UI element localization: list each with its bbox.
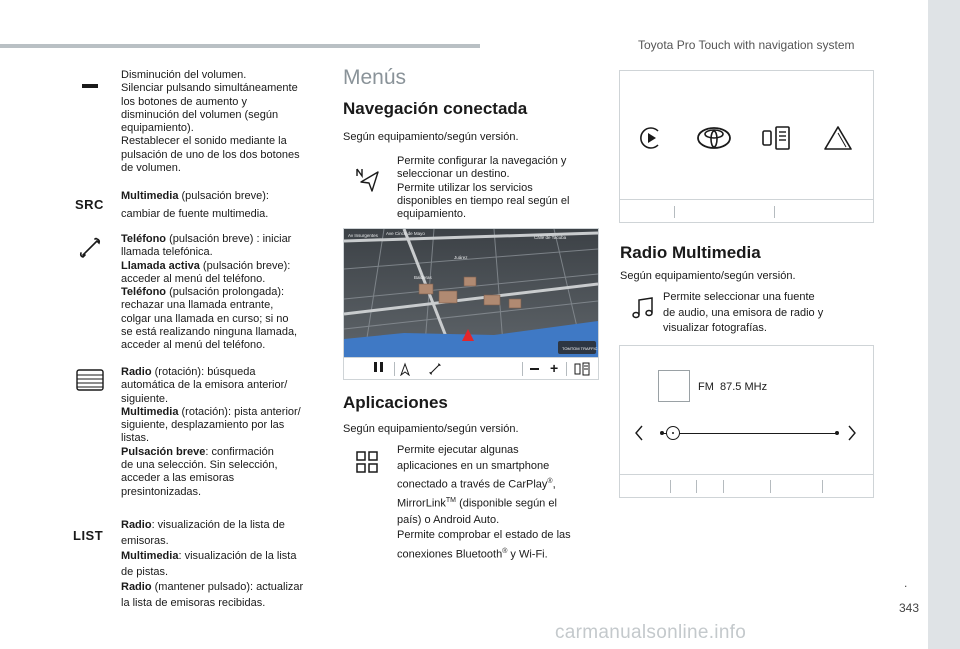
map-street-label: Juárez [454,255,468,260]
phone-icon[interactable] [429,363,441,375]
android-auto-icon[interactable] [823,125,853,151]
divider [566,362,567,376]
map-settings-icon[interactable] [574,362,590,376]
page-number: 343 [899,601,920,615]
divider [822,480,823,493]
divider [674,206,675,218]
radio-band-frequency [698,381,767,393]
navigation-arrow-icon [356,168,380,192]
chevron-left-icon[interactable] [634,424,644,442]
north-arrow-icon[interactable] [400,362,410,376]
navigation-screen [343,228,599,380]
navigation-toolbar [344,357,598,379]
radio-screen-toolbar [620,474,873,497]
apps-screen-toolbar [620,199,873,222]
radio-subtitle: Según equipamiento/según versión. [620,270,796,282]
page-edge-strip [928,0,960,649]
nav-subtitle: Según equipamiento/según versión. [343,131,519,143]
apps-section-title: Aplicaciones [343,393,448,412]
tuning-slider-start [660,431,664,435]
mirrorlink-icon[interactable] [760,125,792,151]
radio-screen [619,345,874,498]
traffic-badge: TOMTOM TRAFFIC [562,346,598,351]
checkered-flag-icon[interactable] [374,362,385,372]
divider [670,480,671,493]
toyota-logo-icon [696,126,732,150]
tuning-slider-end [835,431,839,435]
zoom-out-icon[interactable] [530,368,539,370]
divider [723,480,724,493]
map-street-label: Calle de Tacuba [534,235,567,240]
navigation-map [344,229,598,357]
tuning-slider-handle[interactable] [666,426,680,440]
apps-screen [619,70,874,223]
apps-subtitle: Según equipamiento/según versión. [343,423,519,435]
phone-icon [78,236,102,260]
chevron-right-icon[interactable] [847,424,857,442]
station-artwork [658,370,690,402]
src-description: Multimedia (pulsación breve): cambiar de fuente multimedia. [121,190,269,220]
apps-grid-icon [355,450,379,474]
watermark: carmanualsonline.info [555,622,747,643]
list-description: Radio: visualización de la lista de emisoras. Multimedia: visualización de la lista de pistas. Radio (mantener pulsado): actualizar la lista de emisoras recibidas. [121,519,304,609]
nav-description: Permite configurar la navegación y seleccionar un destino. Permite utilizar los servicios disponibles en tiempo real según el equipamiento. [397,155,570,221]
apps-description: Permite ejecutar algunas aplicaciones en un smartphone conectado a través de CarPlay®, MirrorLink™ (disponible según el país) o Android Auto. Permite comprobar el estado de las conexiones Bluetooth® y Wi-Fi. [397,444,571,561]
list-label: LIST [73,528,104,543]
header-rule [0,44,480,48]
radio-list-icon [76,369,104,391]
minus-icon [82,84,98,88]
radio-frequency: 87.5 MHz [720,381,768,393]
page-header-title: Toyota Pro Touch with navigation system [638,38,855,52]
src-label: SRC [75,197,104,212]
map-street-label: Balderas [414,275,432,280]
radio-description: Radio (rotación): búsqueda automática de la emisora anterior/ siguiente. Multimedia (rotación): pista anterior/ siguiente, desplazamiento por las listas. Pulsación breve: confirmación de una selección. Sin selección, acceder a las emisoras presintonizadas. [121,366,301,498]
nav-section-title: Navegación conectada [343,99,528,118]
radio-band: FM [698,381,714,393]
volume-description: Disminución del volumen. Silenciar pulsando simultáneamente los botones de aumento y disminución del volumen (según equipamiento). Restablecer el sonido mediante la pulsación de uno de los dos botones de volumen. [121,69,300,175]
divider [394,362,395,376]
zoom-in-icon[interactable]: + [550,360,559,376]
map-street-label: Av Insurgentes [348,233,378,238]
map-street-label: Ave Cinco de Mayo [386,231,425,236]
radio-section-title: Radio Multimedia [620,243,761,262]
divider [696,480,697,493]
carplay-icon[interactable] [638,125,664,151]
divider [770,480,771,493]
phone-description: Teléfono (pulsación breve) : iniciar llamada telefónica. Llamada activa (pulsación breve): acceder al menú del teléfono. Teléfono (pulsación prolongada): rechazar una llamada entrante, colgar una llamada en curso; si no se está realizando ninguna llamada, acceder al menú del teléfono. [121,233,298,352]
radio-section-description: Permite seleccionar una fuente de audio, una emisora de radio y visualizar fotografías. [663,291,824,335]
divider [522,362,523,376]
tuning-slider-track[interactable] [662,433,838,434]
menus-title: Menús [343,66,407,89]
divider [774,206,775,218]
music-note-icon [631,296,655,320]
page-dot: . [904,576,908,590]
